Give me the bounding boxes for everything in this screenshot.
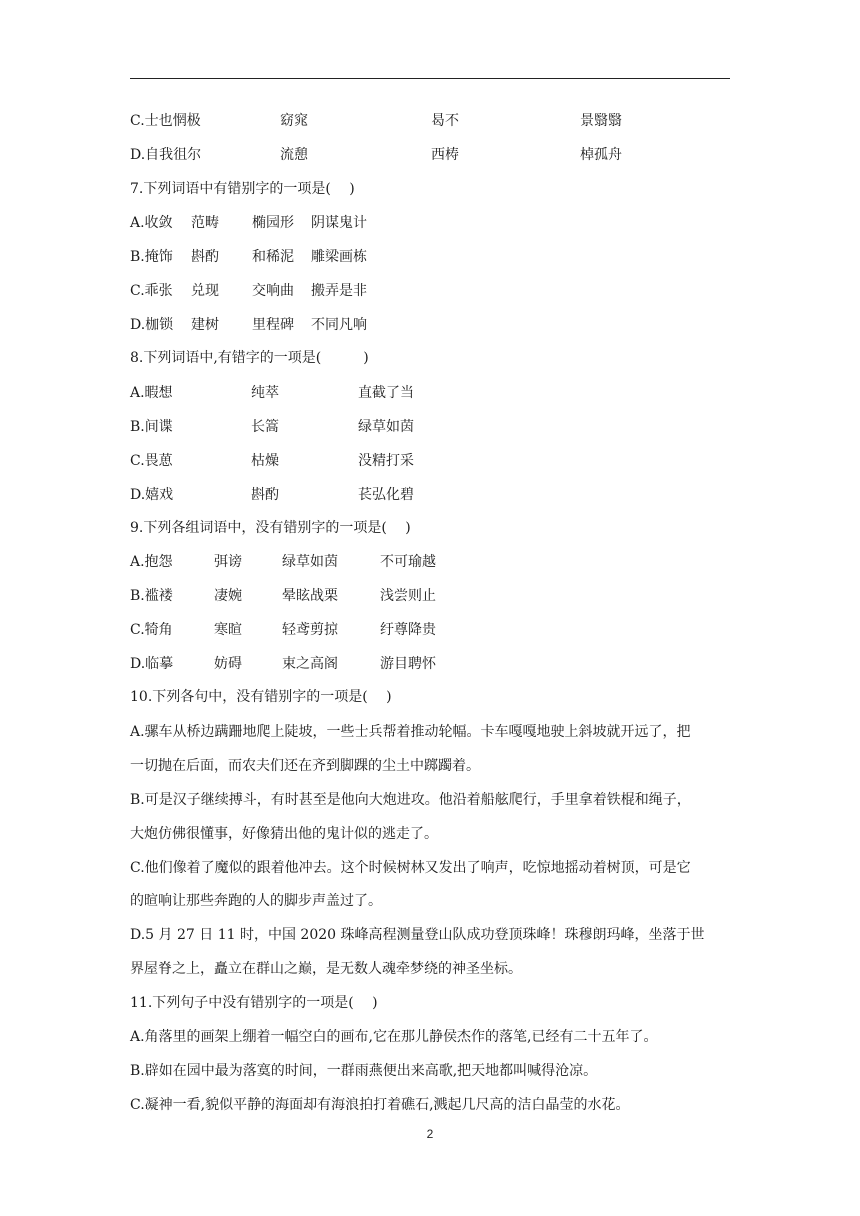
option-term: 纯萃 [251, 385, 279, 401]
option-term: 里程碑 [252, 317, 294, 333]
option-term: 流憩 [280, 147, 308, 163]
q10-option-d-line1: D.5 月 27 日 11 时，中国 2020 珠峰高程测量登山队成功登顶珠峰！珠穆朗玛峰，坐落于世 [130, 927, 705, 943]
option-term: 绿草如茵 [282, 554, 338, 570]
option-term: 妨碍 [214, 656, 242, 672]
option-term: 枯燥 [251, 453, 279, 469]
option-term: 凄婉 [214, 588, 242, 604]
option-label-term: C.犄角 [130, 622, 173, 638]
option-term: 椭园形 [252, 215, 294, 231]
option-term: 景翳翳 [580, 113, 622, 129]
option-term: 直截了当 [358, 385, 414, 401]
q11-option-b: B.辟如在园中最为落寞的时间，一群雨燕便出来高歌,把天地都叫喊得沧凉。 [130, 1063, 598, 1079]
header-rule [130, 78, 730, 79]
option-term: 交响曲 [252, 283, 294, 299]
option-label-term: D.临摹 [130, 656, 174, 672]
option-label-term: C.士也惘极 [130, 113, 201, 129]
q10-option-a-line1: A.骡车从桥边蹒跚地爬上陡坡，一些士兵帮着推动轮幅。卡车嘎嘎地驶上斜坡就开远了，把 [130, 724, 691, 740]
option-label-term: B.掩饰 [130, 249, 173, 265]
q10-option-b-line2: 大炮仿佛很懂事，好像猜出他的鬼计似的逃走了。 [130, 826, 438, 842]
q10-option-c-line1: C.他们像着了魔似的跟着他冲去。这个时候树林又发出了响声，吃惊地摇动着树顶，可是它 [130, 860, 691, 876]
q10-option-c-line2: 的暄响让那些奔跑的人的脚步声盖过了。 [130, 893, 382, 909]
option-term: 长篙 [251, 419, 279, 435]
option-term: 搬弄是非 [311, 283, 367, 299]
option-term: 建树 [191, 317, 219, 333]
q10-stem: 10.下列各句中，没有错别字的一项是( ) [130, 689, 392, 705]
option-term: 束之高阁 [282, 656, 338, 672]
option-term: 雕梁画栋 [311, 249, 367, 265]
option-label-term: A.暇想 [130, 385, 173, 401]
option-term: 阴谋鬼计 [311, 215, 367, 231]
option-label-term: D.嬉戏 [130, 487, 174, 503]
option-term: 窈窕 [280, 113, 308, 129]
option-term: 浅尝则止 [380, 588, 436, 604]
q11-option-a: A.角落里的画架上绷着一幅空白的画布,它在那儿静侯杰作的落笔,已经有二十五年了。 [130, 1029, 658, 1045]
q10-option-a-line2: 一切抛在后面，而农夫们还在齐到脚踝的尘土中踯躅着。 [130, 758, 480, 774]
option-term: 曷不 [431, 113, 459, 129]
option-label-term: A.抱怨 [130, 554, 173, 570]
q9-stem: 9.下列各组词语中，没有错别字的一项是( ) [130, 520, 411, 536]
option-term: 斟酌 [251, 487, 279, 503]
option-label-term: D.自我徂尔 [130, 147, 202, 163]
option-term: 不可瑜越 [380, 554, 436, 570]
q11-option-c: C.凝神一看,貌似平静的海面却有海浪拍打着礁石,溅起几尺高的洁白晶莹的水花。 [130, 1097, 630, 1113]
option-term: 不同凡响 [311, 317, 367, 333]
option-term: 西梼 [431, 147, 459, 163]
q10-option-d-line2: 界屋脊之上，矗立在群山之巅，是无数人魂牵梦绕的神圣坐标。 [130, 961, 522, 977]
option-label-term: A.收敛 [130, 215, 173, 231]
option-term: 苌弘化碧 [358, 487, 414, 503]
option-term: 弭谤 [214, 554, 242, 570]
option-term: 和稀泥 [252, 249, 294, 265]
q10-option-b-line1: B.可是汉子继续搏斗，有时甚至是他向大炮进攻。他沿着船舷爬行，手里拿着铁棍和绳子， [130, 792, 691, 808]
q8-stem: 8.下列词语中,有错字的一项是( ) [130, 350, 369, 366]
page-number: 2 [426, 1127, 434, 1141]
option-term: 轻鸢剪掠 [282, 622, 338, 638]
q11-stem: 11.下列句子中没有错别字的一项是( ) [130, 995, 378, 1011]
option-label-term: B.褴褛 [130, 588, 173, 604]
option-term: 棹孤舟 [580, 147, 622, 163]
option-term: 斟酌 [191, 249, 219, 265]
q7-stem: 7.下列词语中有错别字的一项是( ) [130, 181, 355, 197]
option-term: 绿草如茵 [358, 419, 414, 435]
option-term: 范畴 [191, 215, 219, 231]
option-term: 晕眩战栗 [282, 588, 338, 604]
option-term: 没精打采 [358, 453, 414, 469]
option-term: 游目聘怀 [380, 656, 436, 672]
option-term: 寒暄 [214, 622, 242, 638]
option-term: 纡尊降贵 [380, 622, 436, 638]
option-label-term: C.乖张 [130, 283, 173, 299]
option-label-term: B.间谍 [130, 419, 173, 435]
option-label-term: D.枷锁 [130, 317, 174, 333]
option-label-term: C.畏葸 [130, 453, 173, 469]
option-term: 兑现 [191, 283, 219, 299]
